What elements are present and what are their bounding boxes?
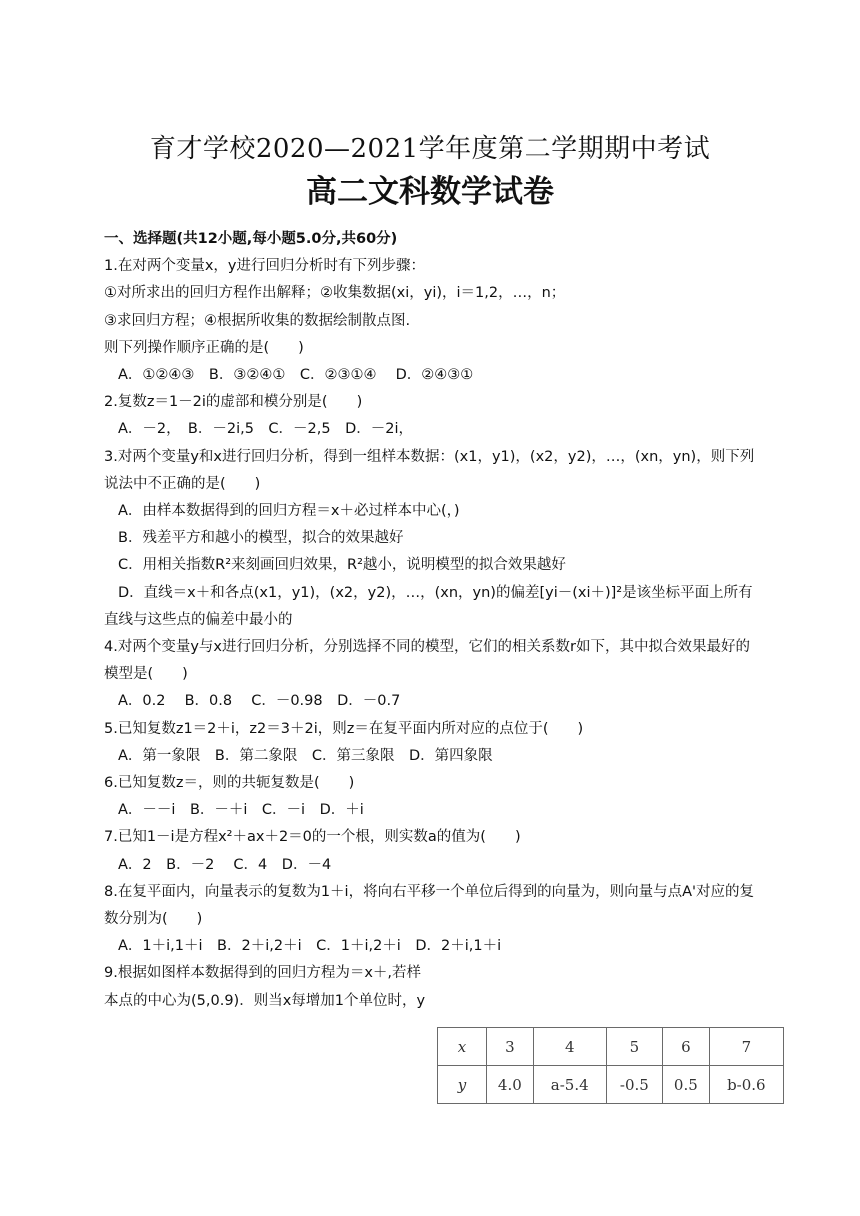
question-3 — [104, 444, 764, 634]
answer-options: A．2 B．－2 C．4 D．－4 — [118, 856, 332, 873]
answer-options: A．第一象限 B．第二象限 C．第三象限 D．第四象限 — [118, 747, 493, 764]
answer-option-a: A．由样本数据得到的回归方程＝x＋必过样本中心(，) — [118, 503, 460, 520]
table-row — [438, 1066, 784, 1104]
answer-options: A．①②④③ B．③②④① C．②③①④ D．②④③① — [118, 367, 474, 384]
question-1 — [104, 253, 764, 389]
answer-options: A．1＋i,1＋i B．2＋i,2＋i C．1＋i,2＋i D．2＋i,1＋i — [118, 938, 502, 955]
question-text: 3.对两个变量y和x进行回归分析，得到一组样本数据：(x1，y1)，(x2，y2)，…，(xn，yn)，则下列说法中不正确的是( ) — [104, 448, 755, 492]
table-cell: 3 — [487, 1028, 534, 1066]
question-8 — [104, 879, 764, 961]
answer-option-b: B．残差平方和越小的模型，拟合的效果越好 — [118, 530, 404, 547]
question-text: 7.已知1－i是方程x²＋ax＋2＝0的一个根，则实数a的值为( ) — [104, 829, 521, 846]
table-cell: y — [438, 1066, 487, 1104]
sample-data-table — [437, 1027, 784, 1104]
answer-options: A．－－i B．－＋i C．－i D．＋i — [118, 802, 364, 819]
question-text: 4.对两个变量y与x进行回归分析，分别选择不同的模型，它们的相关系数r如下，其中拟合效果最好的模型是( ) — [104, 639, 750, 683]
question-text: ①对所求出的回归方程作出解释；②收集数据(xi，yi)，i＝1,2，…，n； — [104, 285, 566, 302]
question-text: ③求回归方程；④根据所收集的数据绘制散点图. — [104, 312, 411, 329]
question-text: 1.在对两个变量x，y进行回归分析时有下列步骤： — [104, 258, 425, 275]
question-9 — [104, 960, 764, 1014]
exam-body — [104, 226, 764, 1015]
answer-options: A．0.2 B．0.8 C．－0.98 D．－0.7 — [118, 693, 401, 710]
table-cell: -0.5 — [606, 1066, 662, 1104]
table-cell: 5 — [606, 1028, 662, 1066]
table-cell: 7 — [709, 1028, 783, 1066]
exam-subtitle: 高二文科数学试卷 — [306, 174, 554, 210]
question-text: 6.已知复数z＝，则的共轭复数是( ) — [104, 775, 355, 792]
table-cell: a-5.4 — [533, 1066, 606, 1104]
table-row — [438, 1028, 784, 1066]
table-cell: x — [438, 1028, 487, 1066]
table-cell: 6 — [662, 1028, 709, 1066]
table-cell: b-0.6 — [709, 1066, 783, 1104]
question-text: 2.复数z＝1－2i的虚部和模分别是( ) — [104, 394, 363, 411]
question-text: 5.已知复数z1＝2＋i，z2＝3＋2i，则z＝在复平面内所对应的点位于( ) — [104, 720, 584, 737]
question-5 — [104, 716, 764, 770]
answer-option-d: D．直线＝x＋和各点(x1，y1)，(x2，y2)，…，(xn，yn)的偏差[yi－(xi＋)]²是该坐标平面上所有直线与这些点的偏差中最小的 — [104, 584, 753, 628]
question-text: 则下列操作顺序正确的是( ) — [104, 339, 304, 356]
question-2 — [104, 389, 764, 443]
exam-title: 育才学校2020—2021学年度第二学期期中考试 — [149, 134, 711, 164]
section-heading: 一、选择题(共12小题,每小题5.0分,共60分) — [104, 231, 398, 247]
table-cell: 0.5 — [662, 1066, 709, 1104]
question-6 — [104, 770, 764, 824]
table-cell: 4.0 — [487, 1066, 534, 1104]
question-4 — [104, 634, 764, 716]
answer-options: A．－2， B．－2i,5 C．－2,5 D．－2i， — [118, 421, 414, 438]
question-text: 8.在复平面内，向量表示的复数为1＋i，将向右平移一个单位后得到的向量为，则向量与点A'对应的复数分别为( ) — [104, 883, 754, 928]
answer-option-c: C．用相关指数R²来刻画回归效果，R²越小，说明模型的拟合效果越好 — [118, 557, 566, 574]
table-cell: 4 — [533, 1028, 606, 1066]
question-text: 9.根据如图样本数据得到的回归方程为＝x＋,若样本点的中心为(5,0.9)．则当x每增加1个单位时，y — [104, 965, 426, 1009]
question-7 — [104, 824, 764, 878]
